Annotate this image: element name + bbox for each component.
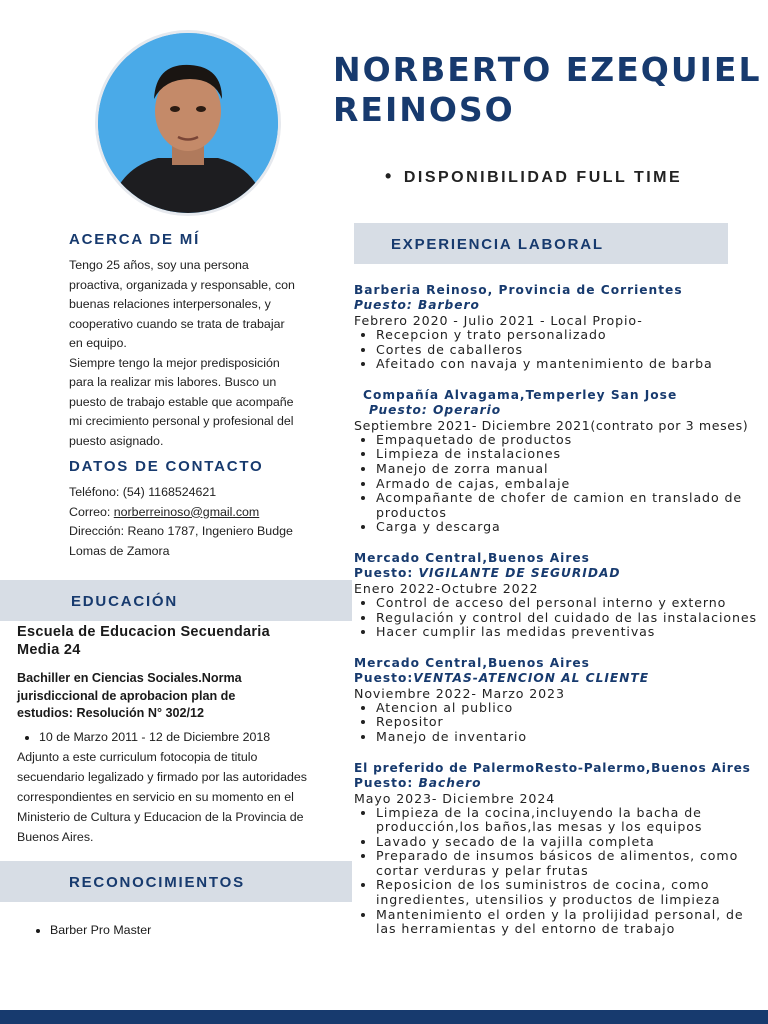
experience-title: EXPERIENCIA LABORAL [391, 236, 604, 253]
job-4 [354, 656, 764, 745]
position-label: Puesto: [354, 298, 419, 312]
education-block [17, 623, 339, 847]
about-line: Tengo 25 años, soy una persona [69, 258, 249, 272]
degree-line: estudios: Resolución N° 302/12 [17, 706, 204, 720]
about-line: Siempre tengo la mejor predisposición [69, 355, 280, 370]
recognitions-list [30, 921, 151, 940]
availability-text: DISPONIBILIDAD FULL TIME [403, 169, 683, 186]
job-1 [354, 283, 764, 372]
job-tasks [354, 596, 764, 640]
job-period: Noviembre 2022- Marzo 2023 [354, 685, 565, 701]
task-item: • Cortes de caballeros [376, 343, 764, 358]
task-item: • Lavado y secado de la vajilla completa [376, 835, 746, 850]
task-item: • Regulación y control del cuidado de las instalaciones [376, 611, 764, 626]
degree-line: jurisdiccional de aprobacion plan de [17, 688, 236, 703]
profile-photo [95, 30, 281, 216]
job-company: Barberia Reinoso, Provincia de Corrientes [354, 283, 683, 297]
candidate-name [333, 50, 763, 130]
task-item: • Repositor [376, 715, 764, 730]
experience-list [354, 283, 764, 937]
position-value: Barbero [418, 298, 480, 312]
email-link[interactable]: norberreinoso@gmail.com [113, 504, 260, 519]
job-tasks [354, 701, 764, 745]
job-position [354, 776, 764, 791]
footer-bar [0, 1010, 768, 1024]
degree-line: Bachiller en Ciencias Sociales.Norma [17, 671, 242, 685]
job-period: Septiembre 2021- Diciembre 2021(contrato por 3 meses) [354, 417, 749, 433]
recognition-item: • Barber Pro Master [50, 921, 151, 940]
person-portrait-icon [98, 33, 278, 213]
email-row [69, 503, 339, 523]
email-label: Correo: [69, 504, 114, 519]
task-item: • Manejo de inventario [376, 730, 764, 745]
name-line-1: NORBERTO EZEQUIEL [333, 50, 762, 89]
job-position [354, 298, 764, 313]
job-tasks [354, 433, 764, 535]
task-item: • Recepcion y trato personalizado [376, 328, 764, 343]
contact-title: DATOS DE CONTACTO [69, 458, 264, 475]
job-3 [354, 551, 764, 640]
degree [17, 670, 339, 723]
recognitions-title: RECONOCIMIENTOS [69, 874, 245, 891]
education-title: EDUCACIÓN [71, 593, 179, 610]
job-company: Mercado Central,Buenos Aires [354, 550, 590, 565]
about-line: buenas relaciones interpersonales, y [69, 297, 271, 311]
experience-band [354, 223, 728, 264]
job-company: Mercado Central,Buenos Aires [354, 655, 590, 670]
note-line: correspondientes en servicio en su momento en el [17, 789, 294, 804]
address-line-1: Dirección: Reano 1787, Ingeniero Budge [69, 524, 293, 538]
job-period: Enero 2022-Octubre 2022 [354, 580, 539, 596]
job-company: El preferido de PalermoResto-Palermo,Buenos Aires [354, 760, 751, 775]
availability [385, 166, 682, 187]
school-name [17, 623, 339, 659]
task-item: • Manejo de zorra manual [376, 462, 764, 477]
school-line: Escuela de Educacion Secuendaria [17, 624, 270, 640]
about-line: mi crecimiento personal y profesional del [69, 414, 294, 428]
position-value: Bachero [418, 775, 482, 790]
task-item: • Atencion al publico [376, 701, 764, 716]
task-item: • Armado de cajas, embalaje [376, 477, 764, 492]
task-item: • Reposicion de los suministros de cocina, como ingredientes, utensilios y productos de limpieza [376, 878, 746, 907]
task-item: • Afeitado con navaja y mantenimiento de barba [376, 357, 764, 372]
school-line: Media 24 [17, 642, 81, 658]
position-label: Puesto: [369, 402, 434, 417]
address-line-2: Lomas de Zamora [69, 543, 170, 558]
task-item: • Limpieza de la cocina,incluyendo la bacha de producción,los baños,las mesas y los equipos [376, 806, 746, 835]
position-value: Operario [433, 402, 502, 417]
job-2 [354, 388, 764, 535]
note-line: secuendario legalizado y firmado por las autoridades [17, 769, 307, 784]
position-label: Puesto: [354, 565, 419, 580]
position-value: VENTAS-ATENCION AL CLIENTE [413, 670, 650, 685]
note-line: Buenos Aires. [17, 829, 94, 844]
position-value: VIGILANTE DE SEGURIDAD [418, 565, 621, 580]
task-item: • Preparado de insumos básicos de alimentos, como cortar verduras y pelar frutas [376, 849, 746, 878]
position-label: Puesto: [354, 775, 419, 790]
education-note [17, 747, 339, 847]
education-dates-list [17, 728, 339, 747]
about-line: en equipo. [69, 336, 127, 350]
task-item: • Hacer cumplir las medidas preventivas [376, 625, 764, 640]
phone: Teléfono: (54) 1168524621 [69, 485, 217, 499]
note-line: Adjunto a este curriculum fotocopia de titulo [17, 749, 258, 764]
about-line: para la realizar mis labores. Busco un [69, 375, 277, 389]
name-line-2: REINOSO [333, 90, 515, 129]
about-line: proactiva, organizada y responsable, con [69, 277, 295, 292]
bullet-icon: • [385, 166, 394, 186]
job-company: Compañía Alvagama,Temperley San Jose [363, 387, 678, 402]
job-period: Mayo 2023- Diciembre 2024 [354, 790, 556, 806]
education-band [0, 580, 352, 621]
about-line: cooperativo cuando se trata de trabajar [69, 316, 285, 331]
job-5 [354, 761, 764, 937]
job-tasks [354, 328, 764, 372]
task-item: • Limpieza de instalaciones [376, 447, 764, 462]
note-line: Ministerio de Cultura y Educacion de la Provincia de [17, 809, 304, 824]
about-line: puesto asignado. [69, 433, 164, 448]
about-line: puesto de trabajo estable que acompañe [69, 394, 294, 409]
task-item: • Carga y descarga [376, 520, 764, 535]
task-item: • Control de acceso del personal interno y externo [376, 596, 764, 611]
recognitions-band [0, 861, 352, 902]
contact-block [69, 483, 339, 561]
job-position [354, 671, 764, 686]
task-item: • Mantenimiento el orden y la prolijidad personal, de las herramientas y del entorno de trabajo [376, 908, 746, 937]
job-tasks [354, 806, 746, 937]
job-period: Febrero 2020 - Julio 2021 - Local Propio- [354, 313, 643, 328]
position-label: Puesto: [354, 670, 414, 685]
job-position [354, 566, 764, 581]
about-text [69, 256, 329, 451]
task-item: • Acompañante de chofer de camion en translado de productos [376, 491, 746, 520]
job-position [354, 403, 764, 418]
task-item: • Empaquetado de productos [376, 433, 764, 448]
education-dates: • 10 de Marzo 2011 - 12 de Diciembre 2018 [39, 728, 339, 747]
about-title: ACERCA DE MÍ [69, 231, 201, 248]
